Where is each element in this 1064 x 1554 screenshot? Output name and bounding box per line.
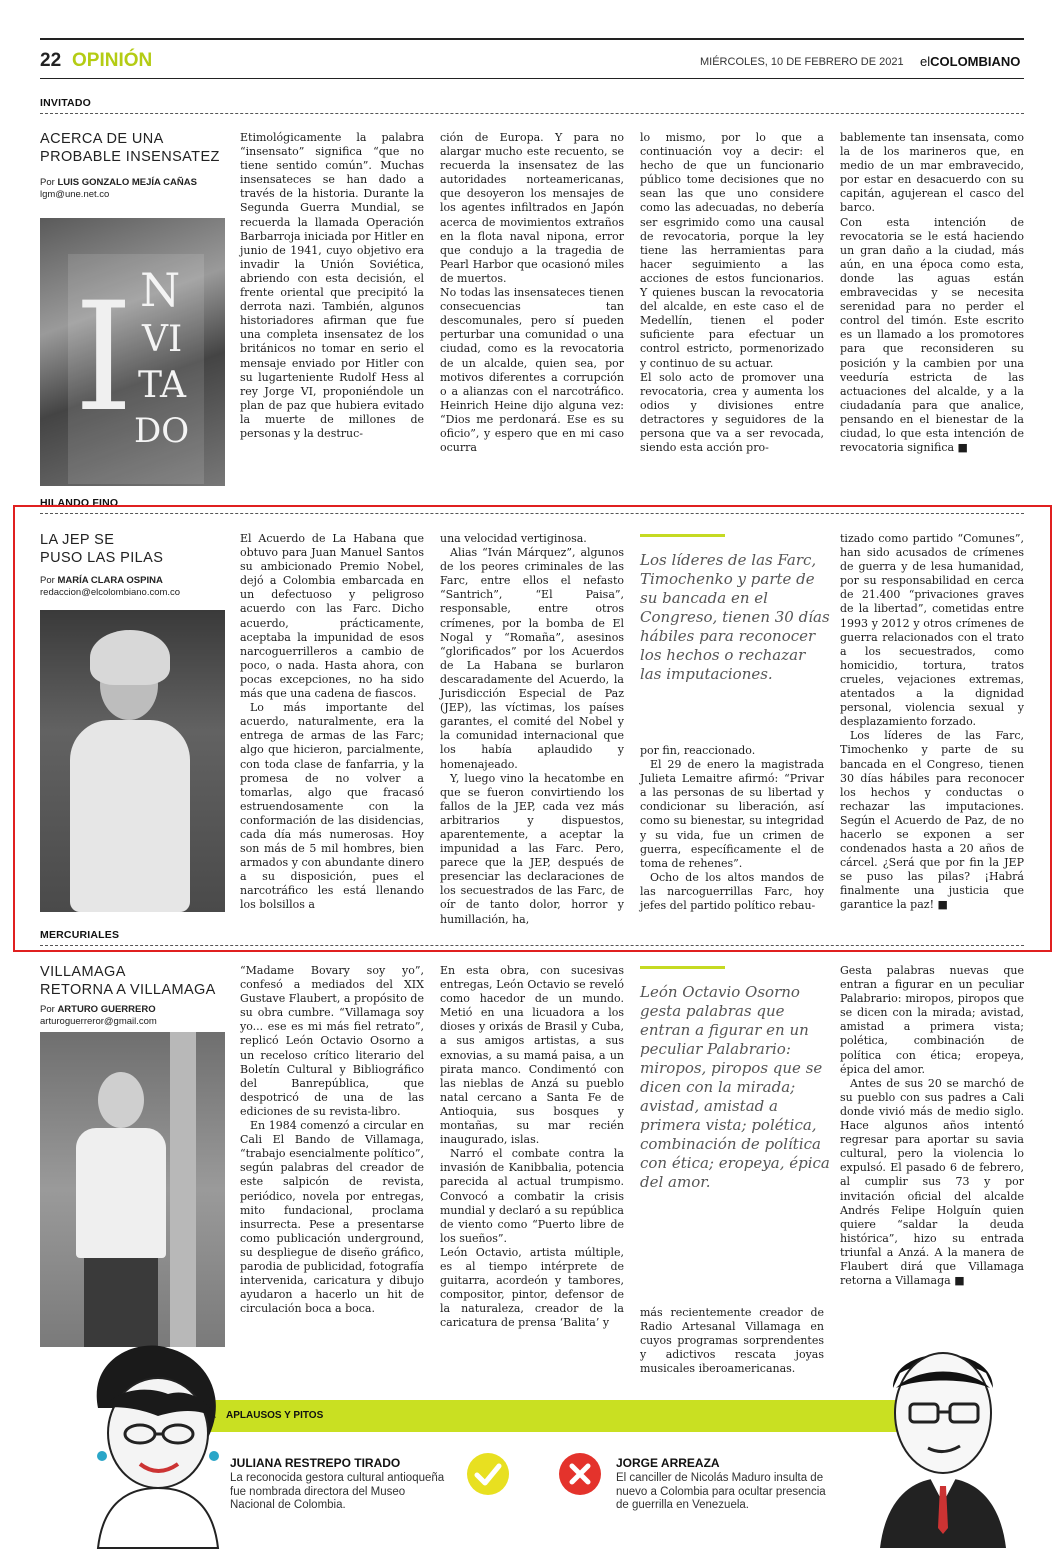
invitado-letters-vi: VI <box>142 319 183 360</box>
caricature-woman-illustration <box>78 1338 238 1548</box>
author-email: redaccion@elcolombiano.com.co <box>40 587 181 598</box>
article-title: LA JEP SE PUSO LAS PILAS <box>40 532 164 566</box>
article-column: “Madame Bovary soy yo”, confesó a mediados del XIX Gustave Flaubert, a propósito de su obra cumbre. “Villamaga soy yo... ese es mi más fiel retrato”, replicó León Octavio Osorno a un receloso crítico literario del Boletín Cultural y Bibliográfico del Banrepública, que despotricó de una de las ediciones de su revista-libro. En 1984 comenzó a circular en Cali El Bando de Villamaga, “trabajo esencialmente político”, según palabras del creador de este salpicón de revista, periódico, novela por entregas, mito fundacional, proclama insurrecta. Pese a presentarse como publicación underground, su despliegue de diseño gráfico, parodia de publicidad, fotografía intervenida, caricatura y dibujo ayudaron a hacerlo un hit de circulación boca a boca. <box>240 964 424 1316</box>
newspaper-logo: elCOLOMBIANO <box>920 54 1021 69</box>
article-column: por fin, reaccionado. El 29 de enero la magistrada Julieta Lemaitre afirmó: “Privar a las personas de su libertad y condicionar su liberación, así como su bienestar, su integridad y su vida, fue un crimen de guerra, específicamente el de toma de rehenes”. Ocho de los altos mandos de las narcoguerrillas Farc, hoy jefes del partido político rebau- <box>640 744 824 913</box>
author-photo-head <box>98 1072 144 1128</box>
article-column: En esta obra, con sucesivas entregas, León Octavio se reveló como hacedor de un mundo. Metió en una licuadora a los dioses y orixás de Brasil y Cuba, a sus amigos artistas, a sus exnovias, a su mamá paisa, a un pirata manco. Condimentó con las nieblas de Anzá su pueblo natal cercano a Santa Fe de Antioquia, sus bosques y montañas, su mar recién inaugurado, islas. Narró el combate contra la invasión de Kanibbalia, potencia parecida al actual trumpismo. Convocó a combatir la crisis mundial y declaró a su república de viento como “Puerto libre de los sueños”. León Octavio, artista múltiple, es al tiempo intérprete de guitarra, acordeón y tambores, compositor, pintor, defensor de la naturaleza, creador de la caricatura de prensa ‘Balita’ y <box>440 964 624 1330</box>
section-label-invitado: INVITADO <box>40 97 91 109</box>
section-rule <box>40 113 1024 114</box>
byline: Por ARTURO GUERRERO arturoguerreror@gmail.com <box>40 1004 235 1028</box>
page-number: 22 <box>40 50 62 71</box>
author-email: lgm@une.net.co <box>40 189 110 200</box>
pullquote-bar <box>640 966 725 969</box>
author-photo-body <box>76 1128 166 1258</box>
section-name: OPINIÓN <box>72 50 153 71</box>
aplauso-text: La reconocida gestora cultural antioqueña fue nombrada directora del Museo Nacional de Colombia. <box>230 1472 445 1511</box>
byline: Por LUIS GONZALO MEJÍA CAÑAS lgm@une.net.co <box>40 177 235 201</box>
header-rule <box>40 78 1024 79</box>
section-label-hilando-fino: HILANDO FINO <box>40 497 119 509</box>
author-photo-legs <box>84 1258 158 1347</box>
cross-icon <box>558 1452 602 1496</box>
aplausos-title: APLAUSOS Y PITOS <box>226 1410 324 1421</box>
article-column: una velocidad vertiginosa. Alias “Iván Márquez”, algunos de los peores criminales de las Farc, entre ellos el nefasto “Santrich”, “El Paisa”, responsable, entre otros crímenes, por la bomba de El Nogal y “Romaña”, asesinos “glorificados” por los Acuerdos de La Habana se burlaron descaradamente del Acuerdo, la Jurisdicción Especial de Paz (JEP), las víctimas, los países garantes, el comité del Nobel y la comunidad internacional que los había aplaudido y homenajeado. Y, luego vino la hecatombe en que se fueron convirtiendo los fallos de la JEP, cada vez más arbitrarios y dispuestos, aparentemente, a aceptar la impunidad a las Farc. Pero, parece que la JEP, después de presenciar las declaraciones de los secuestrados de las Farc, de oír de tanto dolor, horror y humillación, ha, <box>440 532 624 926</box>
article-column: ción de Europa. Y para no alargar mucho este recuento, se recuerda la insensatez de las autoridades norteamericanas, que desoyeron los mensajes de los agentes infiltrados en Japón acerca de movimientos extraños en la flota naval nipona, error que condujo a la tragedia de Pearl Harbor que ocasionó miles de muertos. No todas las insensateces tienen consecuencias tan descomunales, pero sí pueden perturbar una comunidad o una ciudad, como es la revocatoria de un alcalde, quien sea, por motivos diferentes a corrupción o a alianzas con el narcotráfico. Heinrich Heine dijo alguna vez: “Dios me perdonará. Ese es su oficio”, y espero que en mi caso ocurra <box>440 131 624 455</box>
pito-name: JORGE ARREAZA <box>616 1456 720 1470</box>
pullquote: Los líderes de las Farc, Timochenko y parte de su bancada en el Congreso, tienen 30 días hábiles para reconocer los hechos o rechazar las imputaciones. <box>640 551 830 683</box>
article-column: lo mismo, por lo que a continuación voy a decir: el hecho de que un funcionario público tome decisiones que no sean las que uno considere como las adecuadas, no debería ser esgrimido como una causal de revocatoria, porque la ley tiene las herramientas para hacer seguimiento a las acciones de estos funcionarios. Y quienes buscan la revocatoria del alcalde, en este caso el de Medellín, tienen el poder suficiente para efectuar un control estricto, pormenorizado y continuo de su actuar. El solo acto de promover una revocatoria, crea y aumenta los odios y divisiones entre detractores y seguidores de la persona que va a ser revocada, siendo esta acción pro- <box>640 131 824 455</box>
article-title: ACERCA DE UNA PROBABLE INSENSATEZ <box>40 131 220 165</box>
article-column: Gesta palabras nuevas que entran a figurar en un peculiar Palabrario: miropos, piropos que se dicen con la mirada; avistad, amistad a primera vista; polética, combinación de política con ética; eropeya, épica del amor. Antes de sus 20 se marchó de su pueblo con sus padres a Cali donde vivió más de medio siglo. Hace algunos años intentó regresar para aportar su savia cultural, pero la violencia lo expulsó. El pasado 6 de febrero, al cumplir sus 73 y por invitación oficial del alcalde Andrés Felipe Holguín quien quiere “saldar la deuda histórica”, hizo su entrada triunfal a Anzá. A la manera de Flaubert dirá que Villamaga retorna a Villamaga ■ <box>840 964 1024 1288</box>
highlight-box <box>13 505 1052 952</box>
article-column: más recientemente creador de Radio Artesanal Villamaga en cuyos programas sorprendentes y adictivos rescata joyas musicales iberoamericanas. <box>640 1306 824 1376</box>
section-label-mercuriales: MERCURIALES <box>40 929 120 941</box>
author-photo-column <box>170 1032 196 1347</box>
pullquote: León Octavio Osorno gesta palabras que entran a figurar en un peculiar Palabrario: miropos, piropos que se dicen con la mirada; avistad, amistad a primera vista; polética, combinación de política con ética; eropeya, épica del amor. <box>640 983 830 1191</box>
top-rule <box>40 38 1024 40</box>
invitado-artwork <box>40 218 225 486</box>
article-column: El Acuerdo de La Habana que obtuvo para Juan Manuel Santos su ambicionado Premio Nobel, dejó a Colombia embarcada en un defectuoso y peligroso acuerdo con las Farc. Dicho acuerdo, prácticamente, aceptaba la impunidad de esos narcoguerrilleros a cambio de poco, o nada. Hasta ahora, con pocas excepciones, no ha sido más que una cadena de fiascos. Lo más importante del acuerdo, naturalmente, era la entrega de armas de las Farc; algo que hicieron, parcialmente, con toda clase de fanfarria, y la promesa de no volver a tomarlas, algo que fracasó estruendosamente con la conformación de las disidencias, cada día más numerosas. Hoy son más de 5 mil hombres, bien armados y con abundante dinero a su disposición, pues el narcotráfico les está llenando los bolsillos a <box>240 532 424 912</box>
author-email: arturoguerreror@gmail.com <box>40 1016 157 1027</box>
issue-date: MIÉRCOLES, 10 DE FEBRERO DE 2021 <box>700 56 904 68</box>
pito-text: El canciller de Nicolás Maduro insulta de nuevo a Colombia para ocultar presencia de guerrilla en Venezuela. <box>616 1472 826 1511</box>
invitado-letter-i: I <box>74 271 134 445</box>
invitado-letter-n: N <box>140 263 181 317</box>
check-icon <box>466 1452 510 1496</box>
article-column: tizado como partido “Comunes”, han sido acusados de crímenes de guerra y de lesa humanidad, por su responsabilidad en cerca de 21.400 “privaciones graves de la libertad”, cometidas entre 1993 y 2012 y otros crímenes de guerra relacionados con el trato a los secuestrados, como homicidio, tortura, tratos crueles, vejaciones extremas, atentados a la dignidad personal, violencia sexual y desplazamiento forzado. Los líderes de las Farc, Timochenko y parte de su bancada en el Congreso, tienen 30 días hábiles para reconocer los hechos y conductas o rechazar las imputaciones. Según el Acuerdo de Paz, de no hacerlo se exponen a ser condenados hasta a 20 años de cárcel. ¿Será que por fin la JEP se puso las pilas? ¡Habrá finalmente una justicia que garantice la paz! ■ <box>840 532 1024 912</box>
article-column: Etimológicamente la palabra “insensato” significa “que no tiene sentido común”. Muchas insensateces se han dado a través de la historia. Durante la Segunda Guerra Mundial, se recuerda la llamada Operación Barbarroja iniciada por Hitler en junio de 1941, cuyo objetivo era invadir la Unión Soviética, abriendo con esta decisión, el frente oriental que precipitó la derrota nazi. También, algunos historiadores afirman que fue una completa insensatez de los británicos no tomar en serio el mensaje enviado por Hitler con su lugarteniente Rudolf Hess al rey Jorge VI, proponiéndole un plan de paz que hubiera evitado la muerte de millones de personas y la destruc- <box>240 131 424 440</box>
aplauso-name: JULIANA RESTREPO TIRADO <box>230 1456 401 1470</box>
invitado-letters-ta: TA <box>138 365 187 406</box>
invitado-letters-do: DO <box>134 411 190 451</box>
byline: Por MARÍA CLARA OSPINA redaccion@elcolombiano.com.co <box>40 575 235 599</box>
caricature-man-illustration <box>868 1328 1018 1548</box>
article-title: VILLAMAGA RETORNA A VILLAMAGA <box>40 964 216 998</box>
author-photo <box>40 1032 225 1347</box>
article-column: bablemente tan insensata, como la de los marineros que, en medio de un mar embravecido, por estar en desacuerdo con su capitán, agujerean el casco del barco. Con esta intención de revocatoria se le está haciendo un gran daño a la ciudad, más aún, en una época como esta, donde las aguas están embravecidas y se necesita serenidad para no perder el control del timón. Este escrito es un llamado a los promotores para que reconsideren su posición y la cambien por una veeduría estricta de las actuaciones del alcalde, y a la ciudadanía para que analice, pensando en el bienestar de la ciudad, lo que esta intención de revocatoria significa ■ <box>840 131 1024 455</box>
